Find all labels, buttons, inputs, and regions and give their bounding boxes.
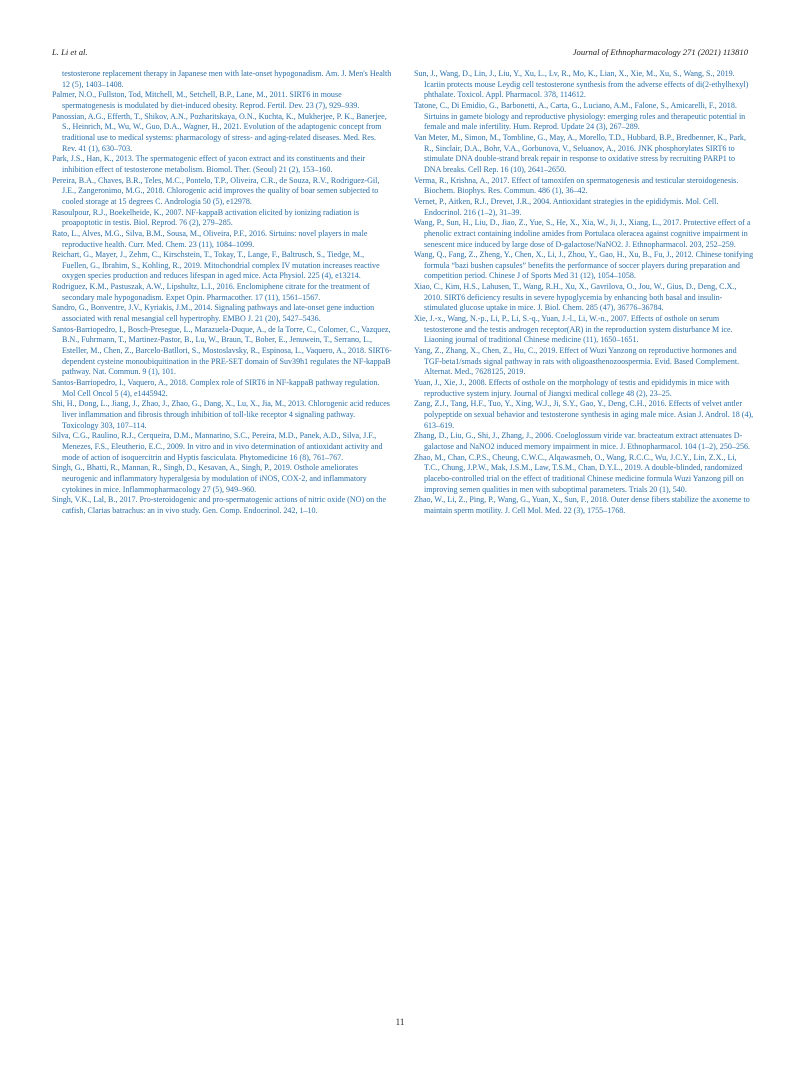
reference-entry[interactable]: Shi, H., Dong, L., Jiang, J., Zhao, J., Zhao, G., Dang, X., Lu, X., Jia, M., 2013. Chlorogenic acid reduces liver inflammation and fibrosis through inhibition of toll-like receptor 4 signaling pathway. Toxicology 303, 107–114. (52, 399, 390, 430)
page-number: 11 (395, 1017, 405, 1027)
reference-entry[interactable]: Van Meter, M., Simon, M., Tombline, G., May, A., Morello, T.D., Hubbard, B.P., Bredbenner, K., Park, R., Sinclair, D.A., Bohr, V.A., Gorbunova, V., Seluanov, A., 2016. JNK phosphorylates SIRT6 to stimulate DNA double-strand break repair in response to oxidative stress by recruiting PARP1 to DNA breaks. Cell Rep. 16 (10), 2641–2650. (414, 132, 746, 174)
reference-entry[interactable]: testosterone replacement therapy in Japanese men with late-onset hypogonadism. Am. J. Men's Health 12 (5), 1403–1408. (62, 69, 392, 89)
reference-entry[interactable]: Singh, V.K., Lal, B., 2017. Pro-steroidogenic and pro-spermatogenic actions of nitric oxide (NO) on the catfish, Clarias batrachus: an in vivo study. Gen. Comp. Endocrinol. 242, 1–10. (52, 495, 387, 515)
reference-entry[interactable]: Park, J.S., Han, K., 2013. The spermatogenic effect of yacon extract and its constituents and their inhibition effect of testosterone metabolism. Biomol. Ther. (Seoul) 21 (2), 153–160. (52, 154, 366, 174)
reference-entry[interactable]: Zhao, W., Li, Z., Ping, P., Wang, G., Yuan, X., Sun, F., 2018. Outer dense fibers stabilize the axoneme to maintain sperm motility. J. Cell Mol. Med. 22 (3), 1755–1768. (414, 495, 750, 515)
reference-entry[interactable]: Zhang, D., Liu, G., Shi, J., Zhang, J., 2006. Coeloglossum viride var. bracteatum extract attenuates D-galactose and NaNO2 induced memory impairment in mice. J. Ethnopharmacol. 104 (1–2), 250–256. (414, 431, 751, 451)
reference-entry[interactable]: Santos-Barriopedro, I., Bosch-Presegue, L., Marazuela-Duque, A., de la Torre, C., Colomer, C., Vazquez, B.N., Fuhrmann, T., Martinez-Pastor, B., Lu, W., Braun, T., Bober, E., Jenuwein, T., Serrano, L., Esteller, M., Chen, Z., Barcelo-Batllori, S., Mostoslavsky, R., Espinosa, L., Vaquero, A., 2018. SIRT6-dependent cysteine monoubiquitination in the PRE-SET domain of Suv39h1 regulates the NF-kappaB pathway. Nat. Commun. 9 (1), 101. (52, 324, 392, 377)
reference-entry[interactable]: Rodriguez, K.M., Pastuszak, A.W., Lipshultz, L.I., 2016. Enclomiphene citrate for the treatment of secondary male hypogonadism. Expet Opin. Pharmacother. 17 (11), 1561–1567. (52, 282, 370, 302)
reference-entry[interactable]: Sandro, G., Bonventre, J.V., Kyriakis, J.M., 2014. Signaling pathways and late-onset gene induction associated with renal mesangial cell hypertrophy. EMBO J. 21 (20), 5427–5436. (52, 303, 375, 324)
reference-column-left (52, 69, 392, 517)
reference-entry[interactable]: Palmer, N.O., Fullston, Tod, Mitchell, M., Setchell, B.P., Lane, M., 2011. SIRT6 in mouse spermatogenesis is modulated by diet-induced obesity. Reprod. Fertil. Dev. 23 (7), 929–939. (52, 90, 360, 110)
reference-entry[interactable]: Zhao, M., Chan, C.P.S., Cheung, C.W.C., Alqawasmeh, O., Wang, R.C.C., Wu, J.C.Y., Lin, Z.X., Li, T.C., Chung, J.P.W., Mak, J.S.M., Law, T.S.M., Chan, D.Y.L., 2019. A double-blinded, randomized placebo-controlled trial on the effect of traditional Chinese medicine formula Wuzi Yanzong pill on improving semen qualities in men with suboptimal parameters. Trials 20 (1), 540. (414, 452, 744, 494)
reference-entry[interactable]: Rasoulpour, R.J., Boekelheide, K., 2007. NF-kappaB activation elicited by ionizing radiation is proapoptotic in testis. Biol. Reprod. 76 (2), 279–285. (52, 207, 359, 228)
reference-entry[interactable]: Singh, G., Bhatti, R., Mannan, R., Singh, D., Kesavan, A., Singh, P., 2019. Osthole ameliorates neurogenic and inflammatory hyperalgesia by modulation of iNOS, COX-2, and inflammatory cytokines in mice. Inflammopharmacology 27 (5), 949–960. (52, 463, 367, 494)
header-journal: Journal of Ethnopharmacology 271 (2021) 113810 (572, 47, 748, 57)
reference-entry[interactable]: Xiao, C., Kim, H.S., Lahusen, T., Wang, R.H., Xu, X., Gavrilova, O., Jou, W., Gius, D., Deng, C.X., 2010. SIRT6 deficiency results in severe hypoglycemia by enhancing both basal and insulin-stimulated glucose uptake in mice. J. Biol. Chem. 285 (47), 36776–36784. (414, 282, 737, 313)
reference-entry[interactable]: Zang, Z.J., Tang, H.F., Tuo, Y., Xing, W.J., Ji, S.Y., Gao, Y., Deng, C.H., 2016. Effects of velvet antler polypeptide on sexual behavior and testosterone synthesis in aging male mice. Asian J. Androl. 18 (4), 613–619. (414, 399, 754, 430)
reference-column-right (414, 69, 754, 517)
reference-entry[interactable]: Silva, C.G., Raulino, R.J., Cerqueira, D.M., Mannarino, S.C., Pereira, M.D., Panek, A.D., Silva, J.F., Menezes, F.S., Eleutherio, E.C., 2009. In vitro and in vivo determination of antioxidant activity and mode of action of isoquercitrin and Hyptis fasciculata. Phytomedicine 16 (8), 761–767. (52, 431, 383, 462)
reference-entry[interactable]: Yuan, J., Xie, J., 2008. Effects of osthole on the morphology of testis and epididymis in mice with reproductive system injury. Journal of Jiangxi medical college 48 (2), 23–25. (414, 378, 730, 398)
reference-entry[interactable]: Vernet, P., Aitken, R.J., Drevet, J.R., 2004. Antioxidant strategies in the epididymis. Mol. Cell. Endocrinol. 216 (1–2), 31–39. (414, 196, 719, 217)
reference-entry[interactable]: Sun, J., Wang, D., Lin, J., Liu, Y., Xu, L., Lv, R., Mo, K., Lian, X., Xie, M., Xu, S., Wang, S., 2019. Icariin protects mouse Leydig cell testosterone synthesis from the adverse effects of di(2-ethylhexyl) phthalate. Toxicol. Appl. Pharmacol. 378, 114612. (414, 69, 749, 100)
reference-entry[interactable]: Verma, R., Krishna, A., 2017. Effect of tamoxifen on spermatogenesis and testicular steroidogenesis. Biochem. Biophys. Res. Commun. 486 (1), 36–42. (414, 175, 739, 196)
reference-entry[interactable]: Panossian, A.G., Efferth, T., Shikov, A.N., Pozharitskaya, O.N., Kuchta, K., Mukherjee, P. K., Banerjee, S., Heinrich, M., Wu, W., Guo, D.A., Wagner, H., 2021. Evolution of the adaptogenic concept from traditional use to medical systems: pharmacology of stress- and aging-related diseases. Med. Res. Rev. 41 (1), 630–703. (52, 111, 387, 153)
reference-entry[interactable]: Reichart, G., Mayer, J., Zehm, C., Kirschstein, T., Tokay, T., Lange, F., Baltrusch, S., Tiedge, M., Fuellen, G., Ibrahim, S., Kohling, R., 2019. Mitochondrial complex IV mutation increases reactive oxygen species production and reduces lifespan in aged mice. Acta Physiol. 225 (4), e13214. (52, 250, 380, 281)
running-header (52, 47, 748, 61)
reference-entry[interactable]: Yang, Z., Zhang, X., Chen, Z., Hu, C., 2019. Effect of Wuzi Yanzong on reproductive hormones and TGF-beta1/smads signal pathway in rats with oligoasthenozoospermia. Evid. Based Complement. Alternat. Med., 7628125, 2019. (414, 346, 740, 377)
reference-entry[interactable]: Tatone, C., Di Emidio, G., Barbonetti, A., Carta, G., Luciano, A.M., Falone, S., Amicarelli, F., 2018. Sirtuins in gamete biology and reproductive physiology: emerging roles and therapeutic potential in female and male infertility. Hum. Reprod. Update 24 (3), 267–289. (414, 100, 746, 132)
reference-entry[interactable]: Wang, Q., Fang, Z., Zheng, Y., Chen, X., Li, J., Zhou, Y., Gao, H., Xu, B., Fu, J., 2012. Chinese tonifying formula “bazi bushen capsules” benefits the performance of soccer players during preparation and competition period. Chinese J of Sports Med 31 (12), 1054–1058. (414, 250, 754, 281)
reference-entry[interactable]: Rato, L., Alves, M.G., Silva, B.M., Sousa, M., Oliveira, P.F., 2016. Sirtuins: novel players in male reproductive health. Curr. Med. Chem. 23 (11), 1084–1099. (52, 228, 368, 249)
reference-entry[interactable]: Pereira, B.A., Chaves, B.R., Teles, M.C., Pontelo, T.P., Oliveira, C.R., de Souza, R.V., Rodriguez-Gil, J.E., Zangeronimo, M.G., 2018. Chlorogenic acid improves the quality of boar semen subjected to cooled storage at 15 degrees C. Andrologia 50 (5), e12978. (52, 175, 380, 206)
reference-entry[interactable]: Santos-Barriopedro, I., Vaquero, A., 2018. Complex role of SIRT6 in NF-kappaB pathway regulation. Mol Cell Oncol 5 (4), e1445942. (52, 378, 380, 398)
reference-entry[interactable]: Wang, P., Sun, H., Liu, D., Jiao, Z., Yue, S., He, X., Xia, W., Ji, J., Xiang, L., 2017. Protective effect of a phenolic extract containing indoline amides from Portulaca oleracea against cognitive impairment in senescent mice induced by large dose of D-galactose/NaNO2. J. Ethnopharmacol. 203, 252–259. (414, 218, 751, 249)
header-authors: L. Li et al. (52, 47, 88, 57)
reference-entry[interactable]: Xie, J.-x., Wang, N.-p., Li, P., Li, S.-q., Yuan, J.-l., Li, W.-n., 2007. Effects of osthole on serum testosterone and the testis androgen receptor(AR) in the reproduction system disturbance M ice. Liaoning journal of traditional Chinese medicine (11), 1650–1651. (414, 314, 733, 345)
